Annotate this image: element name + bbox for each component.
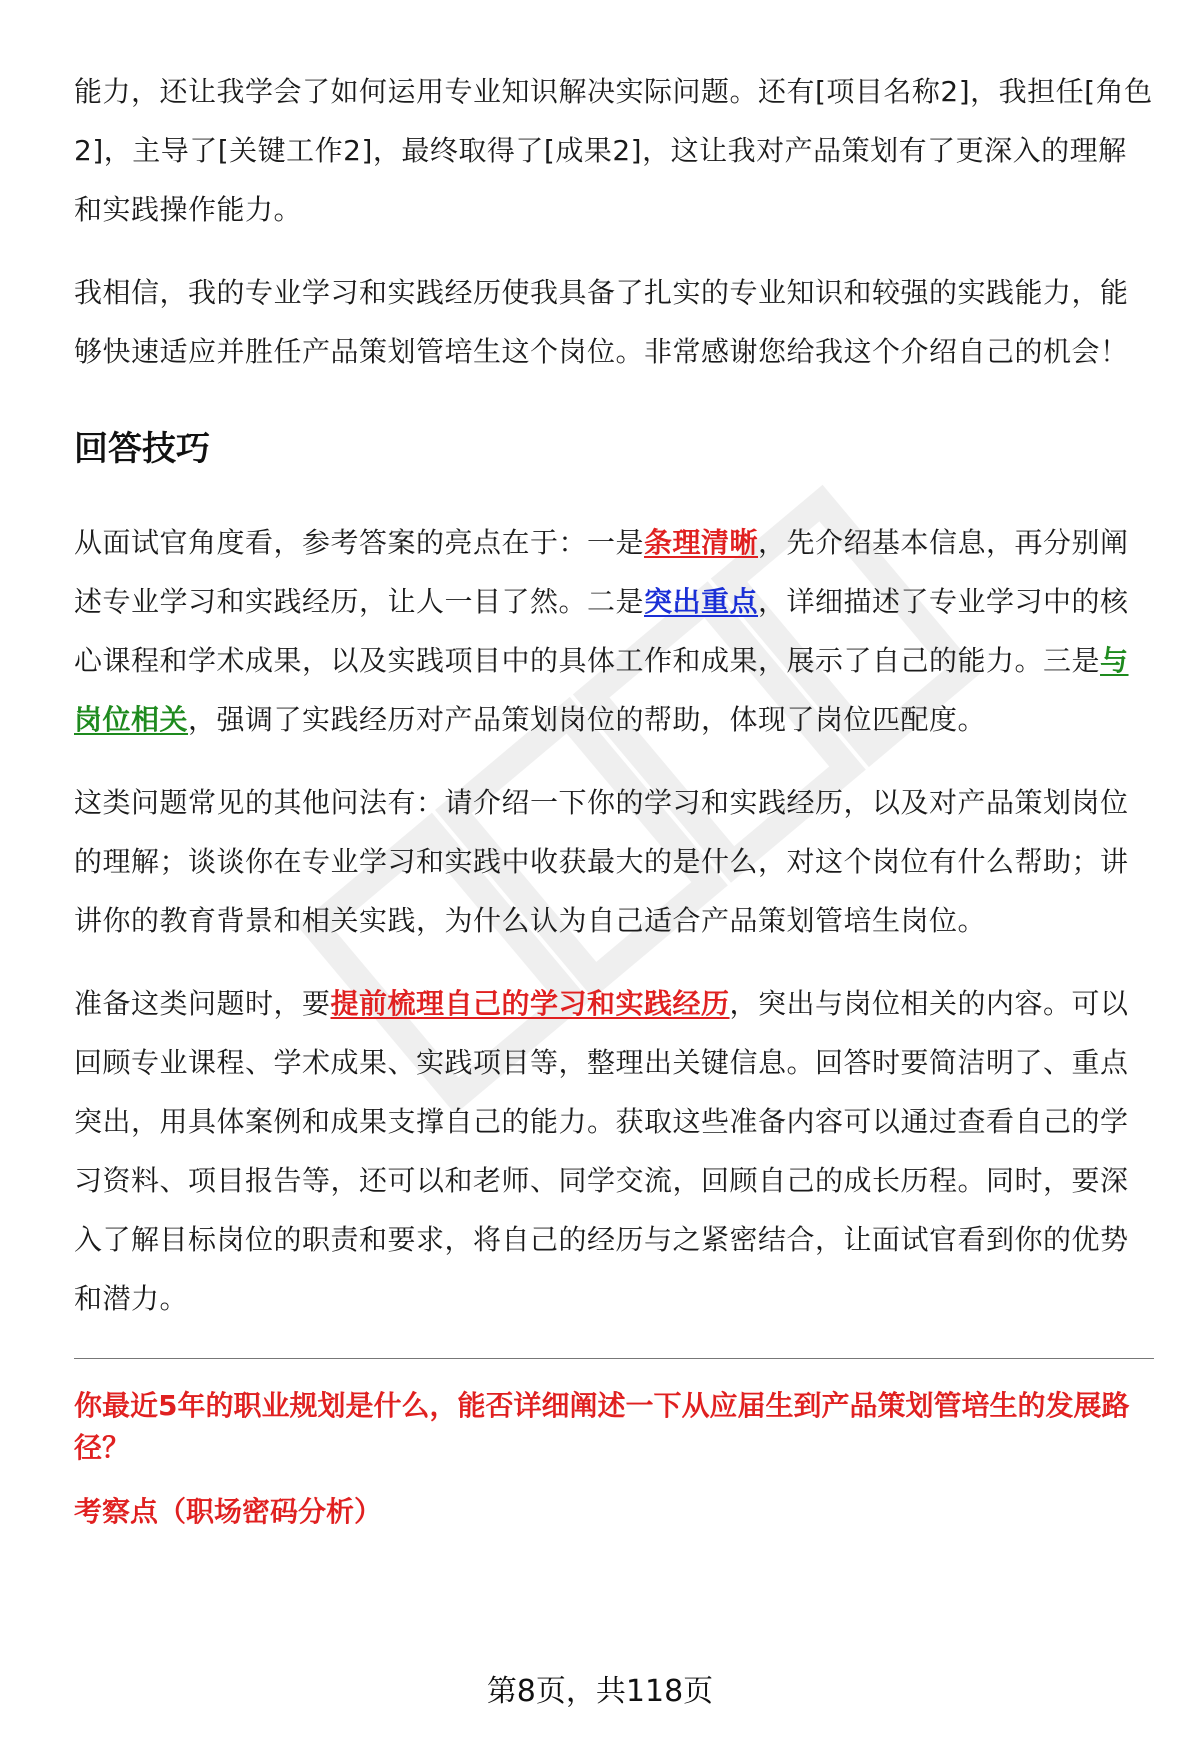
paragraph-continued: 能力，还让我学会了如何运用专业知识解决实际问题。还有[项目名称2]，我担任[角色2]，主导了[关键工作2]，最终取得了[成果2]，这让我对产品策划有了更深入的理解和实践操作能力。 [74, 75, 1153, 226]
tips-text: ，先介绍基本信息，再分别阐述专业学习和实践经历，让人一目了然。二是 [74, 526, 1129, 618]
page-number: 第8页，共118页 [486, 1674, 714, 1709]
highlight-key-points: 突出重点 [644, 585, 759, 618]
tips-paragraph-preparation [74, 974, 1154, 1328]
document-body [74, 62, 1154, 1533]
tips-paragraph-variants: 这类问题常见的其他问法有：请介绍一下你的学习和实践经历，以及对产品策划岗位的理解；谈谈你在专业学习和实践中收获最大的是什么，对这个岗位有什么帮助；讲讲你的教育背景和相关实践，为什么认为自己适合产品策划管培生岗位。 [74, 786, 1129, 937]
next-question: 你最近5年的职业规划是什么，能否详细阐述一下从应届生到产品策划管培生的发展路径？ [74, 1389, 1130, 1464]
tips-text: 准备这类问题时，要 [74, 987, 331, 1020]
paragraph-closing: 我相信，我的专业学习和实践经历使我具备了扎实的专业知识和较强的实践能力，能够快速适应并胜任产品策划管培生这个岗位。非常感谢您给我这个介绍自己的机会！ [74, 276, 1129, 368]
tips-text: ，详细描述了专业学习中的核心课程和学术成果，以及实践项目中的具体工作和成果，展示了自己的能力。三是 [74, 585, 1129, 677]
tips-text: ，突出与岗位相关的内容。可以回顾专业课程、学术成果、实践项目等，整理出关键信息。回答时要简洁明了、重点突出，用具体案例和成果支撑自己的能力。获取这些准备内容可以通过查看自己的学习资料、项目报告等，还可以和老师、同学交流，回顾自己的成长历程。同时，要深入了解目标岗位的职责和要求，将自己的经历与之紧密结合，让面试官看到你的优势和潜力。 [74, 987, 1129, 1315]
highlight-job-relevance: 与岗位相关 [74, 644, 1129, 736]
highlight-review-experience: 提前梳理自己的学习和实践经历 [330, 987, 730, 1020]
tips-paragraph-highlights [74, 513, 1154, 749]
section-title: 回答技巧 [74, 429, 210, 469]
tips-text: ，强调了实践经历对产品策划岗位的帮助，体现了岗位匹配度。 [188, 703, 987, 736]
section-divider [74, 1358, 1154, 1359]
highlight-clear-structure: 条理清晰 [644, 526, 759, 559]
tips-text: 从面试官角度看，参考答案的亮点在于：一是 [74, 526, 645, 559]
next-subhead: 考察点（职场密码分析） [74, 1495, 383, 1528]
